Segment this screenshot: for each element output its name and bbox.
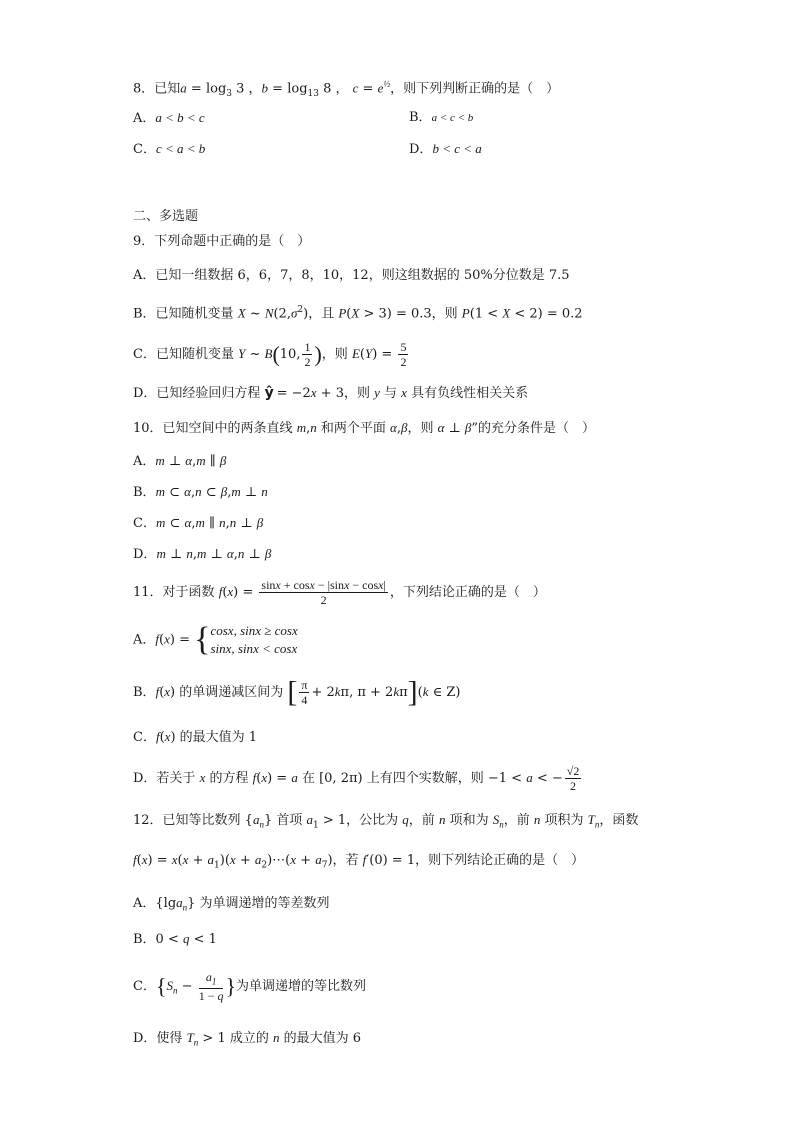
regression-hat-glyph: ŷ: [264, 385, 274, 401]
question-9: 9．下列命题中正确的是（ ）: [133, 234, 311, 249]
section-heading: 二、多选题: [133, 209, 199, 224]
q11-option-b: B．f(x) 的单调递减区间为 [ $\frac{\pi}{4}$ + 2kπ, π + 2kπ](k ∈ Z): [133, 675, 461, 709]
q12-option-b: B．0 < q < 1: [133, 931, 217, 947]
q8-option-c: C．c < a < b: [133, 141, 206, 157]
question-number: 8．: [133, 81, 155, 97]
question-12-cont: $f(x) = x(x + a_1)(x$ + $a_2)\cdots(x + a_7)$，若 f′(0) = 1，则下列结论正确的是（ ）: [133, 852, 585, 871]
q8-option-b: B．a < c < b: [409, 110, 474, 125]
q11-option-c: C．f(x) 的最大值为 1: [133, 729, 258, 745]
q9-option-d: D．已知经验回归方程 ŷ = −2x + 3，则 y 与 x 具有负线性相关关系: [133, 385, 529, 401]
q12-option-c: C．{$S_n$ − $\frac{a_1}{1 - q}$ }为单调递增的等比数列: [133, 970, 367, 1004]
q12-option-a: A．{lga$_n$} 为单调递增的等差数列: [133, 895, 330, 913]
q9-option-b: B．已知随机变量 X ~ $N(2,\sigma^2)$，且 P(X > 3) = 0.3，则 P(1 < X < 2) = 0.2: [133, 305, 583, 322]
q11-option-a: A．f(x) = {cosx, sinx ≥ cosx sinx, sinx < cosx: [133, 621, 298, 658]
question-8: 8．已知$a = \log_3 3$ ，$b = \log_{13} 8$ ， $c = e^{\frac{1}{2}}$，则下列判断正确的是（ ）: [133, 79, 560, 99]
question-12: 12．已知等比数列 $\{a_n\}$ 首项 $a_1 > 1$，公比为 q，前 n 项和为 $S_n$，前 n 项积为 $T_n$，函数: [133, 812, 639, 831]
q8-option-a: A．a < b < c: [133, 110, 205, 126]
q9-option-c: C．已知随机变量 Y ~ B(10, $\frac{1}{2}$ )，则 E(Y) = $\frac{5}{2}$: [133, 340, 407, 369]
question-10: 10．已知空间中的两条直线 m,n 和两个平面 α,β，则 α ⊥ β”的充分条件是（ ）: [133, 420, 596, 436]
q8-option-d: D．b < c < a: [409, 141, 482, 157]
q11-option-d: D．若关于 x 的方程 f(x) = a 在 [0, 2π) 上有四个实数解，则 −1 < a < − $\frac{√2}{2}$: [133, 764, 580, 793]
q10-option-c: C．m ⊂ α,m ∥ n,n ⊥ β: [133, 515, 264, 531]
q10-option-b: B．m ⊂ α,n ⊂ β,m ⊥ n: [133, 484, 268, 500]
q10-option-d: D．m ⊥ n,m ⊥ α,n ⊥ β: [133, 546, 272, 562]
question-11: 11．对于函数 f(x) = $\frac{\sin x + \cos x - |\sin x - \cos x|}{2}$ ，下列结论正确的是（ ）: [133, 578, 546, 607]
q12-option-d: D．使得 $T_n > 1$ 成立的 n 的最大值为 6: [133, 1030, 362, 1048]
q9-option-a: A．已知一组数据 6，6，7，8，10，12，则这组数据的 50%分位数是 7.5: [133, 268, 570, 283]
q10-option-a: A．m ⊥ α,m ∥ β: [133, 453, 227, 469]
